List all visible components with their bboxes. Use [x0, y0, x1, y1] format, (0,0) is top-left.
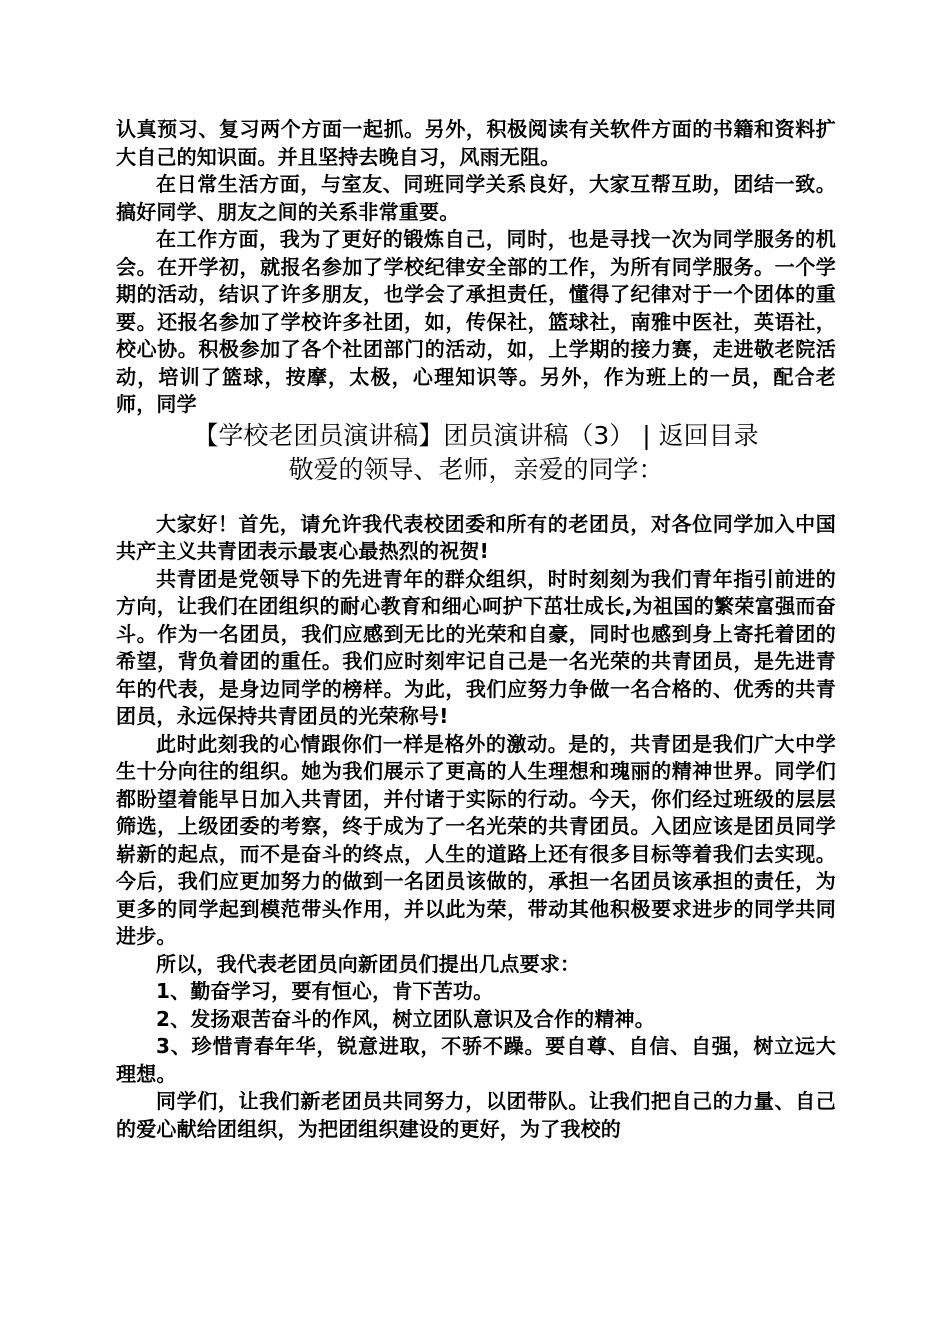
speech-paragraph-4: 所以，我代表老团员向新团员们提出几点要求：: [156, 951, 581, 976]
requirement-item-1: 1、勤奋学习，要有恒心，肯下苦功。: [156, 979, 494, 1003]
intro-paragraph-2: 在日常生活方面，与室友、同班同学关系良好，大家互帮互助，团结一致。搞好同学、朋友之间的关系非常重要。: [116, 172, 836, 224]
intro-paragraph-3: 在工作方面，我为了更好的锻炼自己，同时，也是寻找一次为同学服务的机会。在开学初，就报名参加了学校纪律安全部的工作，为所有同学服务。一个学期的活动，结识了许多朋友，也学会了承担责任，懂得了纪律对于一个团体的重要。还报名参加了学校许多社团，如，传保社，篮球社，南雅中医社，英语社，校心协。积极参加了各个社团部门的活动，如，上学期的接力赛，走进敬老院活动，培训了篮球，按摩，太极，心理知识等。另外，作为班上的一员，配合老师，同学: [116, 227, 836, 416]
speech-paragraph-3: 此时此刻我的心情跟你们一样是格外的激动。是的，共青团是我们广大中学生十分向往的组织。她为我们展示了更高的人生理想和瑰丽的精神世界。同学们都盼望着能早日加入共青团，并付诸于实际的行动。今天，你们经过班级的层层筛选，上级团委的考察，终于成为了一名光荣的共青团员。入团应该是团员同学崭新的起点，而不是奋斗的终点，人生的道路上还有很多目标等着我们去实现。今后，我们应更加努力的做到一名团员该做的，承担一名团员该承担的责任，为更多的同学起到模范带头作用，并以此为荣，带动其他积极要求进步的同学共同进步。: [116, 731, 836, 948]
speech-paragraph-closing: 同学们，让我们新老团员共同努力，以团带队。让我们把自己的力量、自己的爱心献给团组织，为把团组织建设的更好，为了我校的: [116, 1089, 836, 1141]
speech-paragraph-2: 共青团是党领导下的先进青年的群众组织，时时刻刻为我们青年指引前进的方向，让我们在团组织的耐心教育和细心呵护下茁壮成长,为祖国的繁荣富强而奋斗。作为一名团员，我们应感到无比的光荣和自豪，同时也感到身上寄托着团的希望，背负着团的重任。我们应时刻牢记自己是一名光荣的共青团员，是先进青年的代表，是身边同学的榜样。为此，我们应努力争做一名合格的、优秀的共青团员，永远保持共青团员的光荣称号!: [116, 566, 836, 728]
section-heading: [116, 419, 836, 453]
intro-paragraph-1: 认真预习、复习两个方面一起抓。另外，积极阅读有关软件方面的书籍和资料扩大自己的知识面。并且坚持去晚自习，风雨无阻。: [116, 117, 836, 169]
title-separator: |: [642, 420, 659, 450]
speech-paragraph-1: 大家好！首先，请允许我代表校团委和所有的老团员，对各位同学加入中国共产主义共青团表示最衷心最热烈的祝贺!: [116, 511, 836, 563]
requirement-item-2: 2、发扬艰苦奋斗的作风，树立团队意识及合作的精神。: [156, 1006, 655, 1031]
document-page: [116, 116, 836, 1143]
back-to-contents-link[interactable]: 返回目录: [658, 420, 759, 450]
section-title: 【学校老团员演讲稿】团员演讲稿（3）: [193, 420, 635, 450]
speech-greeting: 敬爱的领导、老师，亲爱的同学：: [288, 454, 664, 484]
requirement-item-3: 3、珍惜青春年华，锐意进取，不骄不躁。要自尊、自信、自强，树立远大理想。: [116, 1034, 836, 1086]
